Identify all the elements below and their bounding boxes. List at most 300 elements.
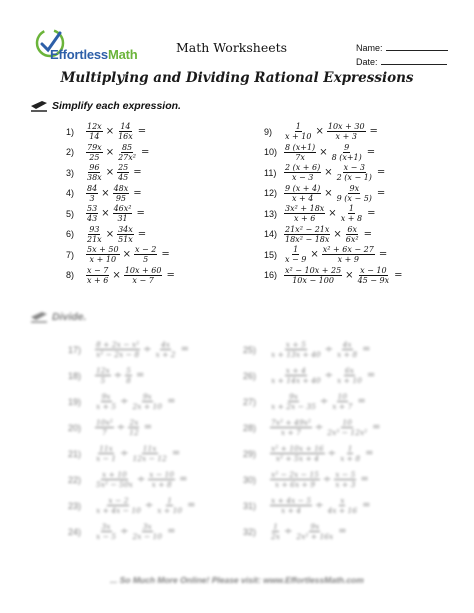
operator: ÷ [116,422,126,433]
fraction-left [95,366,111,385]
equals-sign: = [171,448,181,459]
numerator: 85 [121,142,133,152]
fraction-left [95,418,114,437]
denominator: 18x² − 18x [285,234,330,244]
problem-number: 11) [264,167,277,178]
numerator: 3x² + 18x [285,204,325,213]
operator: × [105,167,115,178]
equals-sign: = [141,146,150,158]
denominator: x − 5 [96,532,117,541]
denominator: x + 4 [291,193,314,203]
problem [66,122,146,141]
denominator: 7x [295,152,305,162]
problem-number: 29) [243,448,257,459]
numerator: 9 (x + 4) [285,183,321,193]
equals-sign: = [136,208,145,219]
fraction-right [357,266,391,285]
fraction-left [270,470,320,489]
denominator: x + 7 [280,428,301,437]
fraction-right [336,340,358,359]
numerator: x − 7 [87,265,109,275]
problem [66,225,146,244]
fraction-right [331,392,353,411]
numerator: x [340,496,345,505]
denominator: x + 6 [293,214,316,223]
fraction-left [284,204,325,223]
numerator: 10 [337,392,348,401]
equals-sign: = [166,269,175,281]
equals-sign: = [161,249,170,260]
problem-number: 28) [243,422,257,433]
numerator: 9x [288,392,298,401]
operator: ÷ [322,474,332,485]
numerator: 1 [348,204,354,213]
equals-sign: = [376,167,386,178]
denominator: x + 14x + 40 [271,376,321,385]
operator: ÷ [120,396,129,407]
problem-number: 16) [264,270,278,280]
denominator: 8 [126,376,131,385]
numerator: 10x² [96,418,113,427]
problem [68,418,152,437]
numerator: 4x [342,340,352,349]
operator: ÷ [120,448,129,459]
numerator: x − 10 [360,265,387,275]
problem [68,496,196,515]
fraction-left [270,522,281,541]
fraction-left [86,225,103,244]
denominator: 2 (x − 1) [336,173,372,182]
name-field[interactable]: Name: [356,43,448,53]
operator: ÷ [314,422,324,433]
problem-number: 4) [66,188,75,198]
pencil-icon [30,100,48,112]
operator: ÷ [136,474,146,485]
numerator: 53 [87,204,98,213]
fraction-right [336,184,373,203]
problem [68,444,180,463]
operator: ÷ [315,500,324,511]
numerator: x − 5 [335,470,356,479]
problem [66,184,142,203]
denominator: x + 3 [335,480,356,489]
problem-number: 21) [68,448,82,459]
denominator: 95 [115,193,127,203]
operator: ÷ [284,526,293,537]
problem [243,418,380,437]
problem-number: 26) [243,370,257,381]
numerator: 84 [87,183,98,193]
denominator: x − 3 [291,173,314,182]
problem-number: 23) [68,500,82,511]
footer-text: ... So Much More Online! Please visit: www.EffortlessMath.com [110,575,364,585]
denominator: 8 (x+1) [331,152,362,162]
problem [243,496,371,515]
fraction-right [327,122,366,141]
numerator: 8 + 2x − x² [96,340,140,349]
fraction-right [156,496,183,515]
denominator: 5 [100,376,106,385]
denominator: x − 1 [96,454,117,463]
numerator: 46x² [113,204,132,213]
numerator: 21x² − 21x [285,224,330,234]
problem [68,366,144,385]
denominator: x + 8 [151,480,172,489]
denominator: 7 [102,428,107,437]
numerator: x − 2 [134,245,157,254]
problem-number: 30) [243,474,257,485]
section-heading-simplify: Simplify each expression. [52,100,181,112]
equals-sign: = [367,208,376,219]
equals-sign: = [376,187,386,199]
denominator: 2x³ − 12x² [327,428,368,437]
fraction-left [86,143,103,162]
numerator: x² + 6x − 27 [322,245,374,254]
equals-sign: = [366,146,376,158]
denominator: 45 − 9x [357,275,390,285]
numerator: 9x [142,392,152,401]
denominator: 25 [89,152,100,162]
operator: ÷ [144,500,154,511]
denominator: 31 [117,214,128,223]
numerator: 93 [89,224,100,234]
problem [264,266,403,285]
denominator: 5x² − 50x [96,480,133,489]
equals-sign: = [179,474,188,485]
problem-number: 17) [68,344,82,355]
fraction-left [284,143,316,162]
numerator: 7x² + 49x² [271,418,311,427]
fraction-right [134,245,157,264]
fraction-right [117,143,137,162]
denominator: 45 [118,173,129,182]
fraction-right [113,184,130,203]
denominator: x + 6x + 9 [274,480,315,489]
denominator: x + 2 [155,350,176,359]
fraction-left [284,266,342,285]
problem [243,392,366,411]
denominator: 10x − 100 [292,275,334,285]
fraction-left [270,496,312,515]
fraction-left [284,122,312,141]
equals-sign: = [360,474,369,485]
fraction-left [95,444,117,463]
denominator: x − 9 [285,255,307,264]
numerator: 79x [87,142,102,152]
equals-sign: = [133,167,142,178]
problem-number: 13) [264,208,278,219]
operator: × [319,146,328,158]
problem-number: 19) [68,396,82,407]
problem-number: 12) [264,188,278,198]
equals-sign: = [362,500,371,511]
operator: × [345,269,354,281]
numerator: x + 4 [285,366,306,375]
fraction-right [339,444,361,463]
operator: ÷ [324,370,334,381]
problem [264,122,378,141]
operator: × [105,146,115,158]
fraction-left [270,366,322,385]
fraction-left [270,418,312,437]
problem-number: 8) [66,270,75,280]
fraction-right [131,522,163,541]
numerator: 12x [96,366,110,375]
numerator: 9x [310,522,320,531]
problem [68,470,187,489]
problem-number: 25) [243,344,257,355]
problem-number: 18) [68,370,82,381]
numerator: x − 3 [343,163,365,172]
denominator: x + 8 [337,350,358,359]
fraction-right [131,444,167,463]
denominator: 2x² + 16x [296,532,334,541]
denominator: 9 (x − 5) [336,193,372,203]
fraction-right [331,143,363,162]
pencil-icon [30,311,48,323]
equals-sign: = [363,228,372,240]
operator: × [101,208,110,219]
numerator: 9x [349,183,360,193]
denominator: 16x [118,132,133,141]
operator: ÷ [319,396,329,407]
operator: ÷ [324,344,334,355]
fraction-right [117,122,134,141]
numerator: 1 [167,496,173,505]
operator: × [101,187,110,199]
problem [264,245,387,264]
operator: × [122,249,131,260]
denominator: x + 6 [87,275,109,285]
denominator: 21x [87,234,102,244]
fraction-left [284,184,321,203]
equals-sign: = [143,422,153,433]
problem-number: 7) [66,249,75,260]
numerator: x − 10 [149,470,175,479]
denominator: x + 10 [337,376,362,385]
worksheet-label: Math Worksheets [176,40,288,55]
fraction-left [95,340,140,359]
numerator: 11x [142,444,157,453]
numerator: x² + 10x + 16 [271,444,324,453]
problem [264,163,385,182]
problem-number: 2) [66,147,75,157]
numerator: 11x [99,444,113,453]
problem [243,470,369,489]
operator: × [310,249,319,260]
denominator: 38x [87,173,102,182]
denominator: 2x + 10 [132,402,163,411]
problem [264,204,375,223]
denominator: x + 2x − 35 [271,402,316,411]
problem [66,204,145,223]
equals-sign: = [133,187,142,199]
fraction-left [86,163,103,182]
operator: × [105,126,115,137]
fraction-left [270,392,317,411]
operator: ÷ [143,344,152,355]
problem-number: 24) [68,526,82,537]
denominator: 14 [89,132,100,141]
equals-sign: = [180,344,189,355]
fraction-right [295,522,334,541]
numerator: 34x [118,224,133,234]
equals-sign: = [357,396,366,407]
numerator: 10x + 30 [327,122,365,131]
operator: × [328,208,337,219]
problem-number: 15) [264,249,278,260]
problem [68,392,175,411]
problem-number: 1) [66,126,75,137]
problem-number: 32) [243,526,257,537]
logo-text: EffortlessMath [50,47,138,62]
blurred-preview [0,300,474,613]
numerator: 4x [161,340,171,349]
problem-number: 31) [243,500,257,511]
numerator: 10 [342,418,352,427]
fraction-right [336,163,373,182]
problem [66,266,175,285]
numerator: 3x [101,522,111,531]
numerator: x + 10 [102,470,127,479]
problem-number: 5) [66,208,75,219]
denominator: x + 10 [157,506,183,515]
numerator: x² − 2x − 15 [271,470,319,479]
equals-sign: = [362,344,371,355]
numerator: 5x + 50 [87,245,119,254]
equals-sign: = [369,126,378,137]
operator: × [333,228,342,240]
equals-sign: = [372,422,381,433]
equals-sign: = [378,249,388,260]
fraction-left [270,340,322,359]
numerator: 25 [118,163,129,172]
denominator: x + 8 [340,214,363,223]
denominator: x + 10 [89,255,117,264]
denominator: x + 3 [335,132,357,141]
fraction-left [270,444,325,463]
numerator: 6x [347,224,357,234]
fraction-left [95,496,142,515]
denominator: x² + 5x + 4 [275,454,319,463]
numerator: x + 4x − 5 [271,496,312,505]
denominator: 12 [129,428,139,437]
numerator: 12x [87,122,102,131]
problem [264,184,385,203]
denominator: 2x − 10 [132,532,163,541]
problem [243,366,375,385]
fraction-right [336,366,363,385]
numerator: 1 [293,245,299,254]
equals-sign: = [167,526,176,537]
operator: ÷ [113,370,123,381]
operator: × [112,269,121,281]
problem [66,245,170,264]
denominator: x + 8 [340,454,361,463]
fraction-right [124,266,163,285]
problem-number: 14) [264,229,278,239]
worksheet-title: Multiplying and Dividing Rational Expressions [60,70,414,86]
denominator: 51x [118,234,133,244]
problem-number: 27) [243,396,257,407]
equals-sign: = [365,448,374,459]
denominator: 2x [271,532,281,541]
date-field[interactable]: Date: [356,57,447,67]
denominator: 5 [143,255,149,264]
problem-number: 22) [68,474,82,485]
fraction-right [155,340,177,359]
problem [68,522,175,541]
problem-number: 6) [66,229,75,239]
numerator: 14 [120,122,131,131]
problem-number: 20) [68,422,82,433]
operator: × [105,228,115,240]
fraction-left [284,245,307,264]
equals-sign: = [187,500,196,511]
denominator: x² − 2x − 8 [96,350,140,359]
equals-sign: = [167,396,176,407]
denominator: 3 [89,193,95,203]
fraction-right [322,245,375,264]
numerator: 2x [129,418,139,427]
fraction-right [113,204,133,223]
problem [66,163,142,182]
operator: × [324,187,333,199]
problem [264,143,375,162]
operator: ÷ [327,448,337,459]
fraction-left [86,204,98,223]
denominator: x + 4 [281,506,302,515]
section-heading-divide: Divide. [52,311,87,323]
problem [68,340,189,359]
denominator: x + 10 [285,132,312,141]
fraction-right [117,225,134,244]
fraction-left [284,225,330,244]
problem-number: 9) [264,126,273,137]
problem [264,225,372,244]
numerator: 10x + 60 [124,265,162,275]
numerator: 2 (x + 6) [285,163,321,172]
numerator: 9x [101,392,111,401]
equals-sign: = [137,228,147,240]
denominator: x + 13x + 40 [271,350,321,359]
operator: × [324,167,333,178]
fraction-left [86,184,98,203]
numerator: 1 [273,522,278,531]
problem-number: 3) [66,167,75,178]
fraction-left [284,163,321,182]
equals-sign: = [137,126,147,137]
problem [66,143,149,162]
fraction-left [86,266,109,285]
fraction-left [95,522,117,541]
numerator: 96 [89,163,100,172]
equals-sign: = [366,370,376,381]
numerator: 1 [347,444,353,453]
problem [243,522,347,541]
denominator: x + 7 [332,402,353,411]
numerator: 5 [126,366,131,375]
numerator: 48x [113,183,129,193]
numerator: 3x [142,522,152,531]
operator: ÷ [120,526,129,537]
fraction-right [125,366,132,385]
numerator: x + 5 [285,340,306,349]
fraction-right [327,496,359,515]
numerator: 1 [295,122,301,131]
fraction-left [86,245,120,264]
fraction-right [128,418,140,437]
